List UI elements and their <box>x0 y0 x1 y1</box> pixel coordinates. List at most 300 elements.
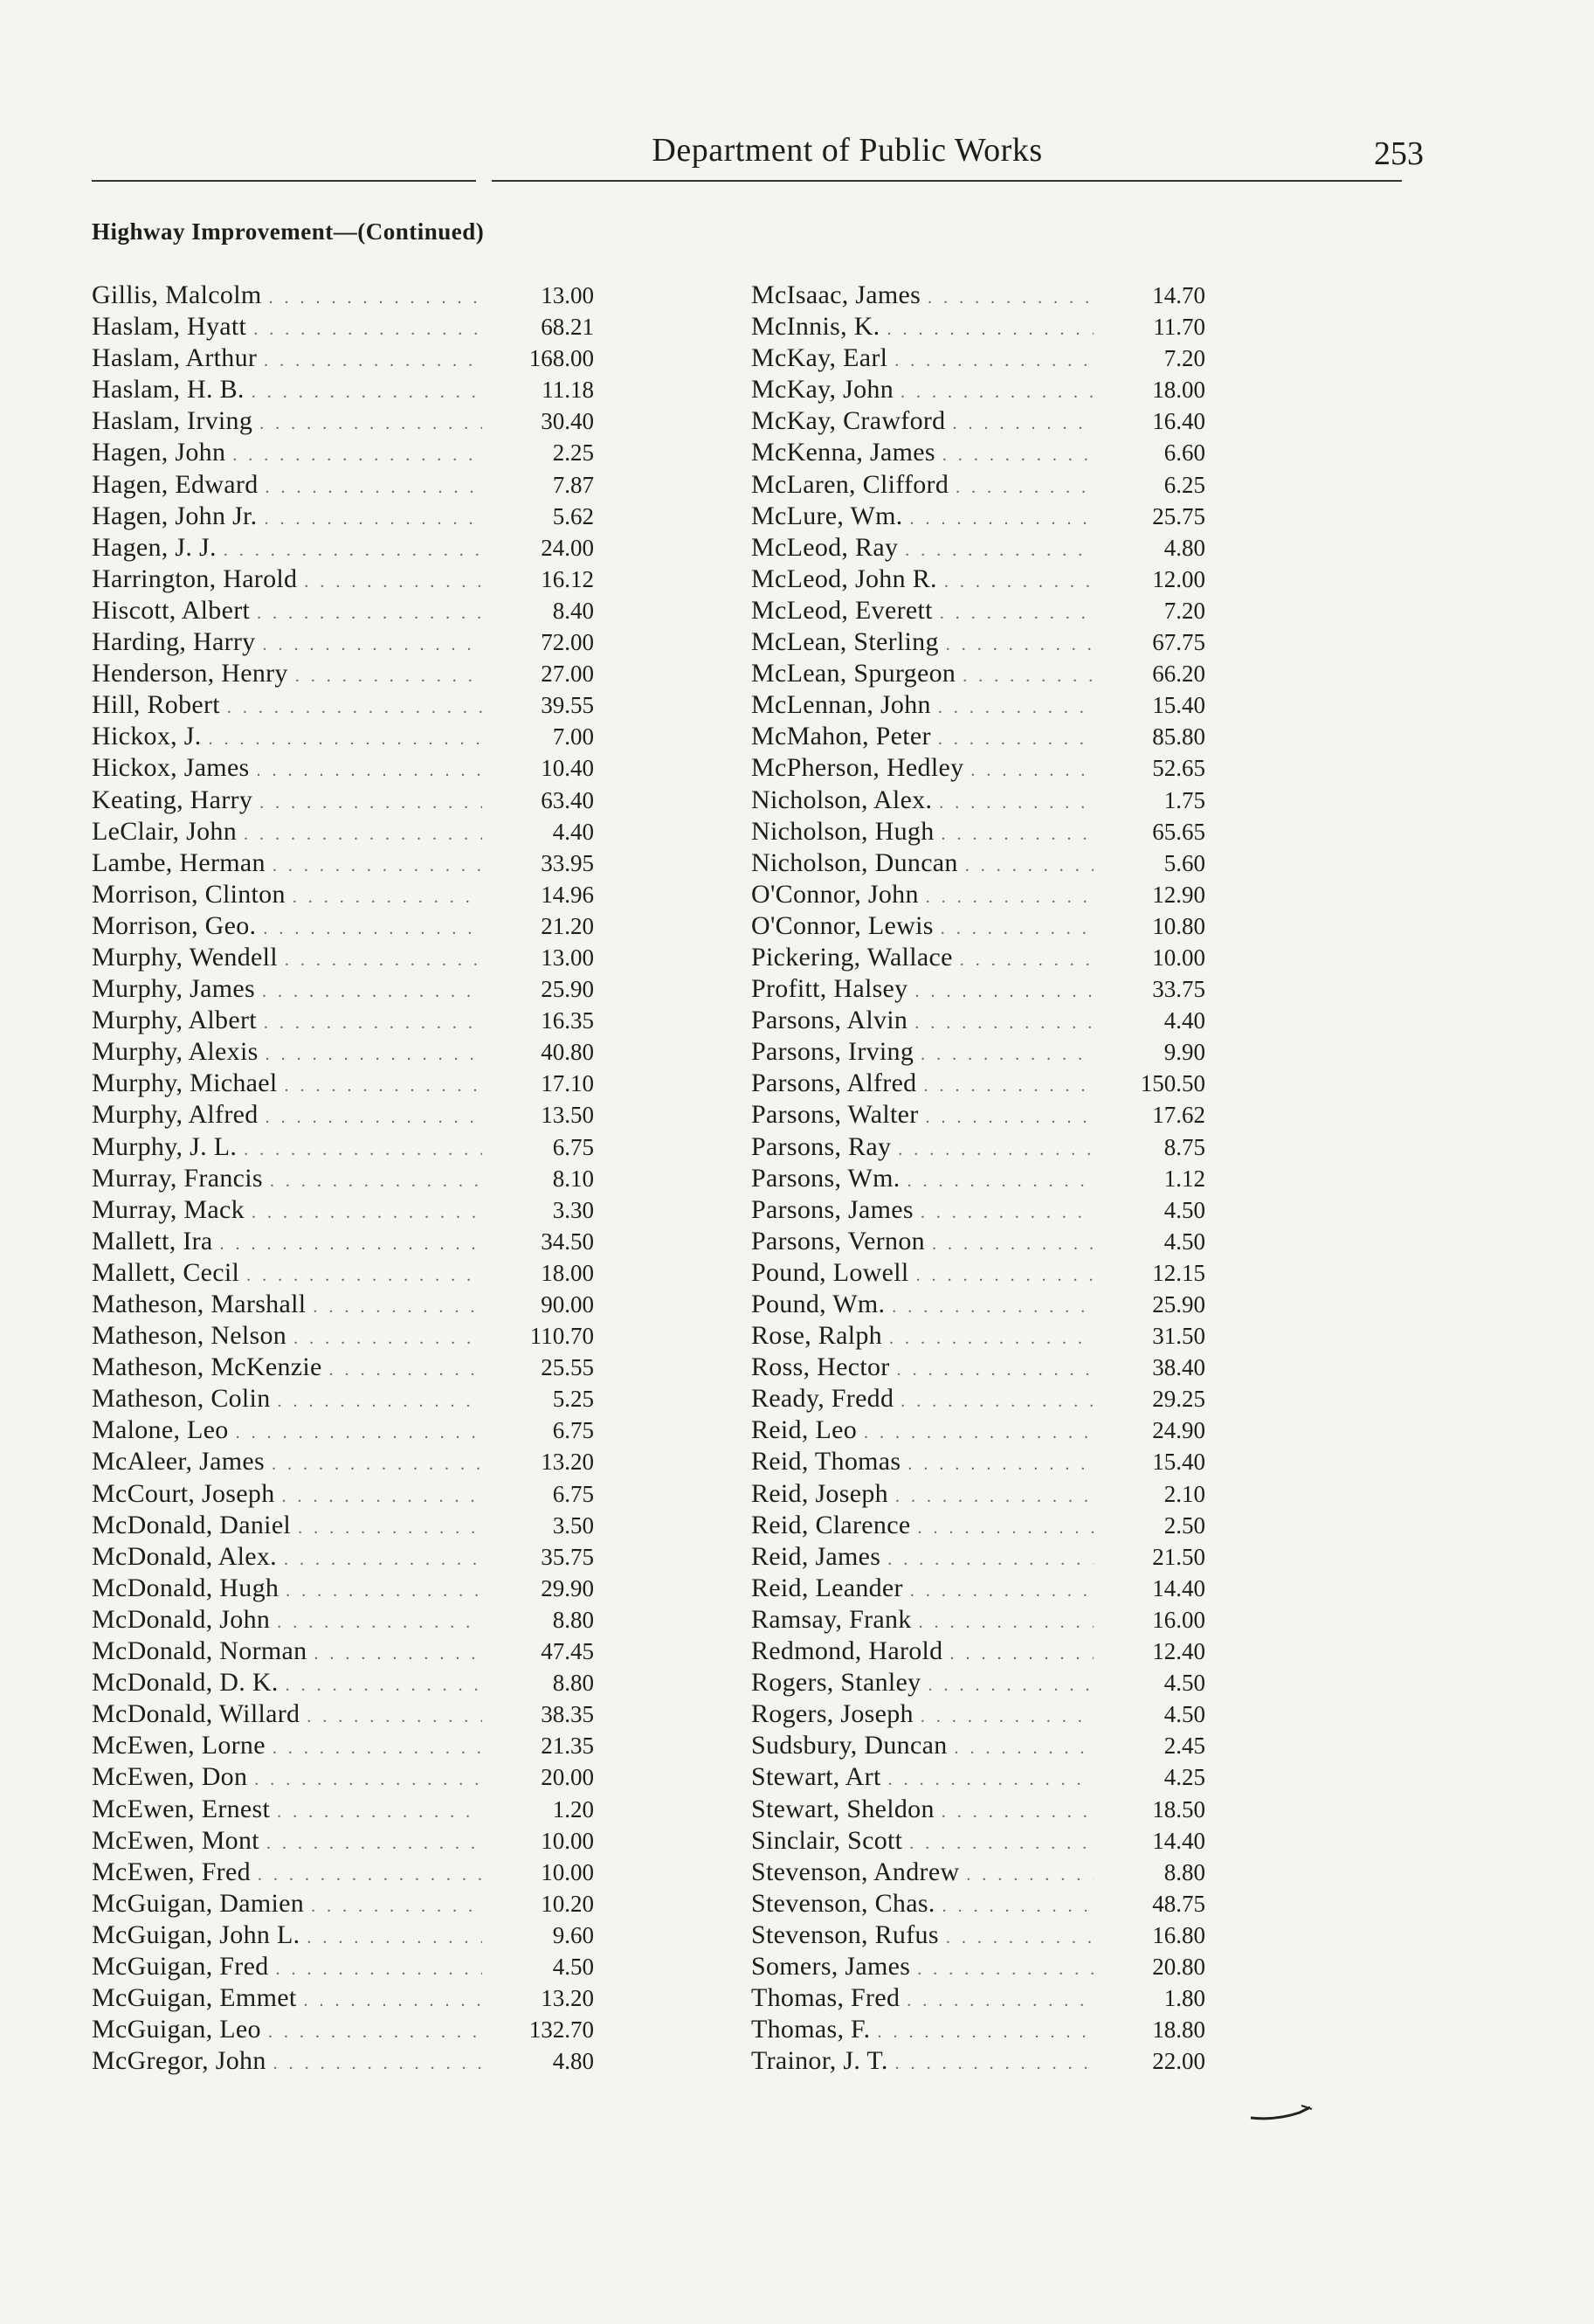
dot-leader <box>259 787 482 819</box>
list-item <box>751 532 1205 564</box>
payee-name: Rogers, Stanley <box>751 1668 921 1698</box>
dot-leader <box>269 282 483 314</box>
dot-leader <box>907 1985 1094 2016</box>
dot-leader <box>928 282 1094 314</box>
list-item <box>92 1541 594 1573</box>
dot-leader <box>282 1481 483 1512</box>
dot-leader <box>285 1070 482 1102</box>
list-item <box>751 1667 1205 1698</box>
payee-name: McInnis, K. <box>751 312 880 342</box>
payee-name: Reid, James <box>751 1541 881 1571</box>
list-item <box>92 532 594 564</box>
dot-leader <box>963 661 1094 692</box>
dot-leader <box>304 566 482 598</box>
dot-leader <box>938 692 1094 723</box>
list-item <box>751 1163 1205 1194</box>
payment-amount: 16.00 <box>1152 1606 1205 1633</box>
dot-leader <box>966 1859 1094 1891</box>
payment-amount: 8.80 <box>552 1670 594 1697</box>
payee-name: Matheson, McKenzie <box>92 1352 322 1382</box>
dot-leader <box>263 913 482 944</box>
list-item <box>92 1414 594 1446</box>
payee-name: McPherson, Hedley <box>751 753 964 783</box>
dot-leader <box>264 503 482 535</box>
list-item <box>92 1919 594 1951</box>
list-item <box>92 1667 594 1698</box>
dot-leader <box>941 913 1094 944</box>
payment-amount: 6.75 <box>552 1417 594 1444</box>
payee-name: Parsons, Alfred <box>751 1069 917 1098</box>
list-item <box>92 816 594 847</box>
list-item <box>751 501 1205 532</box>
payment-amount: 6.60 <box>1163 439 1205 467</box>
payment-amount: 11.18 <box>542 377 594 404</box>
payment-amount: 10.00 <box>1152 944 1205 971</box>
list-item <box>751 910 1205 942</box>
dot-leader <box>923 1070 1094 1102</box>
list-item <box>751 2014 1205 2045</box>
payment-amount: 24.90 <box>1152 1417 1205 1444</box>
payee-name: Hickox, J. <box>92 722 202 751</box>
payment-amount: 21.50 <box>1152 1543 1205 1570</box>
dot-leader <box>298 1512 482 1544</box>
dot-leader <box>262 976 482 1007</box>
payment-amount: 14.40 <box>1152 1827 1205 1854</box>
payment-amount: 8.75 <box>1163 1133 1205 1160</box>
payment-amount: 5.25 <box>552 1386 594 1413</box>
list-item <box>92 1698 594 1730</box>
payee-name: Somers, James <box>751 1951 911 1981</box>
payment-amount: 2.50 <box>1163 1511 1205 1539</box>
payment-amount: 2.10 <box>1163 1480 1205 1507</box>
payment-amount: 2.25 <box>552 439 594 467</box>
header-rule-right <box>492 180 1402 182</box>
dot-leader <box>901 1386 1094 1417</box>
dot-leader <box>252 1197 482 1228</box>
payee-name: Murphy, Alexis <box>92 1037 259 1067</box>
list-item <box>751 2045 1205 2077</box>
payee-name: McGuigan, John L. <box>92 1919 300 1949</box>
list-item <box>92 1573 594 1604</box>
payee-name: LeClair, John <box>92 816 237 846</box>
payment-amount: 8.40 <box>552 597 594 624</box>
dot-leader <box>940 598 1094 629</box>
payment-amount: 5.60 <box>1163 849 1205 876</box>
dot-leader <box>907 1449 1094 1480</box>
list-item <box>92 374 594 405</box>
payee-name: Morrison, Geo. <box>92 910 257 940</box>
payee-name: McEwen, Fred <box>92 1857 251 1886</box>
dot-leader <box>897 1354 1094 1386</box>
payee-name: Rose, Ralph <box>751 1321 882 1351</box>
dot-leader <box>264 345 482 377</box>
payment-amount: 13.50 <box>541 1102 594 1129</box>
payment-amount: 10.40 <box>541 755 594 782</box>
dot-leader <box>314 1638 482 1670</box>
dot-leader <box>916 1260 1094 1291</box>
payment-amount: 66.20 <box>1152 661 1205 688</box>
header-rule-left <box>92 180 476 182</box>
payment-amount: 67.75 <box>1152 629 1205 656</box>
dot-leader <box>946 1922 1094 1954</box>
payee-name: Hagen, John Jr. <box>92 501 258 530</box>
dot-leader <box>286 1670 482 1701</box>
payee-name: Murphy, James <box>92 974 255 1004</box>
payment-amount: 39.55 <box>541 692 594 719</box>
dot-leader <box>895 2048 1094 2079</box>
list-item <box>92 1510 594 1541</box>
list-item <box>92 1257 594 1289</box>
list-item <box>751 1320 1205 1352</box>
list-item <box>751 1698 1205 1730</box>
payment-amount: 14.96 <box>541 881 594 908</box>
payee-name: O'Connor, John <box>751 879 919 909</box>
payee-name: McGuigan, Fred <box>92 1951 269 1981</box>
dot-leader <box>895 1481 1094 1512</box>
payment-amount: 168.00 <box>528 345 594 372</box>
payment-amount: 31.50 <box>1152 1323 1205 1350</box>
dot-leader <box>313 1291 482 1323</box>
payment-amount: 7.00 <box>552 723 594 750</box>
list-item <box>751 721 1205 752</box>
list-item <box>751 1982 1205 2014</box>
dot-leader <box>286 1575 482 1607</box>
payment-amount: 40.80 <box>541 1039 594 1066</box>
payee-name: Hagen, J. J. <box>92 532 217 562</box>
payee-name: Rogers, Joseph <box>751 1699 914 1729</box>
payment-amount: 3.50 <box>552 1511 594 1539</box>
payee-name: Thomas, F. <box>751 2015 871 2044</box>
payee-name: McKenna, James <box>751 438 935 467</box>
right-column <box>751 280 1258 2077</box>
payment-amount: 16.80 <box>1152 1921 1205 1948</box>
payment-amount: 34.50 <box>541 1228 594 1255</box>
payment-amount: 22.00 <box>1152 2048 1205 2075</box>
payee-name: Matheson, Marshall <box>92 1290 307 1318</box>
dot-leader <box>910 503 1094 535</box>
payee-name: McLean, Spurgeon <box>751 659 956 688</box>
payee-name: Sinclair, Scott <box>751 1825 903 1855</box>
payee-name: McCourt, Joseph <box>92 1478 275 1508</box>
list-item <box>751 1730 1205 1761</box>
list-item <box>751 1919 1205 1951</box>
payee-name: McLennan, John <box>751 690 931 720</box>
list-item <box>92 1383 594 1414</box>
payment-amount: 20.00 <box>541 1764 594 1791</box>
list-item <box>92 1478 594 1510</box>
list-item <box>751 1257 1205 1289</box>
payment-amount: 4.40 <box>552 818 594 845</box>
payee-name: Redmond, Harold <box>751 1636 943 1666</box>
payment-amount: 15.40 <box>1152 1449 1205 1476</box>
list-item <box>92 1794 594 1825</box>
dot-leader <box>938 723 1094 755</box>
payment-amount: 1.12 <box>1163 1165 1205 1192</box>
list-item <box>751 1446 1205 1477</box>
payment-amount: 4.50 <box>552 1953 594 1980</box>
payee-name: Pound, Lowell <box>751 1257 909 1287</box>
payee-name: Murray, Francis <box>92 1163 263 1193</box>
list-item <box>751 973 1205 1005</box>
dot-leader <box>252 377 482 408</box>
list-item <box>751 847 1205 879</box>
dot-leader <box>232 439 482 471</box>
payment-amount: 13.20 <box>541 1449 594 1476</box>
list-item <box>92 1730 594 1761</box>
payee-name: McLeod, Ray <box>751 532 899 562</box>
dot-leader <box>956 472 1094 503</box>
left-column <box>92 280 598 2077</box>
payment-amount: 85.80 <box>1152 723 1205 750</box>
dot-leader <box>244 1134 482 1165</box>
dot-leader <box>257 755 482 786</box>
payee-name: McGuigan, Damien <box>92 1888 305 1918</box>
list-item <box>751 1099 1205 1131</box>
payment-amount: 65.65 <box>1152 818 1205 845</box>
payment-amount: 38.40 <box>1152 1354 1205 1381</box>
dot-leader <box>278 1386 483 1417</box>
dot-leader <box>921 1197 1094 1228</box>
dot-leader <box>864 1417 1094 1449</box>
list-item <box>92 2045 594 2077</box>
payment-amount: 1.75 <box>1163 786 1205 813</box>
dot-leader <box>311 1891 482 1922</box>
list-item <box>92 1761 594 1793</box>
list-item <box>751 1194 1205 1226</box>
payee-name: Profitt, Halsey <box>751 974 908 1004</box>
list-item <box>751 1478 1205 1510</box>
payee-name: Reid, Thomas <box>751 1447 901 1477</box>
payment-amount: 4.50 <box>1163 1701 1205 1728</box>
payment-amount: 7.87 <box>552 471 594 498</box>
list-item <box>751 374 1205 405</box>
payee-name: McLure, Wm. <box>751 501 903 530</box>
payee-name: Hill, Robert <box>92 690 220 720</box>
list-item <box>92 1005 594 1036</box>
payment-amount: 5.62 <box>552 502 594 529</box>
dot-leader <box>262 629 482 661</box>
dot-leader <box>244 819 482 850</box>
payee-name: Murphy, Wendell <box>92 942 278 972</box>
dot-leader <box>889 1323 1094 1354</box>
list-item <box>751 689 1205 721</box>
dot-leader <box>942 819 1094 850</box>
dot-leader <box>246 1260 482 1291</box>
dot-leader <box>932 1228 1094 1260</box>
list-item <box>92 1352 594 1383</box>
payment-amount: 52.65 <box>1152 755 1205 782</box>
list-item <box>751 1383 1205 1414</box>
dot-leader <box>266 1102 482 1133</box>
payee-name: Hagen, Edward <box>92 469 259 499</box>
payment-amount: 48.75 <box>1152 1890 1205 1917</box>
list-item <box>751 1888 1205 1919</box>
payment-amount: 90.00 <box>541 1291 594 1318</box>
list-item <box>92 847 594 879</box>
payment-amount: 21.35 <box>541 1733 594 1760</box>
payee-name: McEwen, Mont <box>92 1825 259 1855</box>
payment-amount: 9.90 <box>1163 1039 1205 1066</box>
payee-name: Murray, Mack <box>92 1194 245 1224</box>
payee-name: Mallett, Cecil <box>92 1257 240 1287</box>
dot-leader <box>942 1796 1094 1828</box>
dot-leader <box>264 1007 482 1039</box>
list-item <box>751 1226 1205 1257</box>
payee-name: Stewart, Sheldon <box>751 1794 935 1823</box>
list-item <box>92 1320 594 1352</box>
dot-leader <box>266 1828 482 1859</box>
dot-leader <box>277 1607 482 1638</box>
list-item <box>92 564 594 595</box>
dot-leader <box>329 1354 482 1386</box>
list-item <box>751 1005 1205 1036</box>
payment-amount: 47.45 <box>541 1638 594 1665</box>
list-item <box>751 1414 1205 1446</box>
payment-amount: 33.75 <box>1152 976 1205 1003</box>
payment-amount: 20.80 <box>1152 1953 1205 1980</box>
payee-name: Gillis, Malcolm <box>92 280 262 309</box>
list-item <box>751 1068 1205 1099</box>
payment-amount: 10.00 <box>541 1827 594 1854</box>
dot-leader <box>955 1733 1094 1764</box>
payee-name: McIsaac, James <box>751 280 921 309</box>
payment-amount: 72.00 <box>541 629 594 656</box>
list-item <box>92 1226 594 1257</box>
payment-amount: 10.00 <box>541 1858 594 1885</box>
list-item <box>92 437 594 468</box>
dot-leader <box>965 850 1094 882</box>
list-item <box>92 973 594 1005</box>
list-item <box>92 1131 594 1163</box>
payment-amount: 12.90 <box>1152 881 1205 908</box>
list-item <box>751 1951 1205 1982</box>
payment-amount: 16.40 <box>1152 408 1205 435</box>
list-item <box>751 564 1205 595</box>
payee-name: Parsons, Ray <box>751 1131 892 1161</box>
payee-name: McDonald, D. K. <box>92 1668 279 1698</box>
payee-name: McLeod, Everett <box>751 595 933 625</box>
dot-leader <box>266 1039 482 1070</box>
payee-name: Reid, Joseph <box>751 1478 888 1508</box>
payment-amount: 12.15 <box>1152 1259 1205 1286</box>
dot-leader <box>928 1670 1094 1701</box>
list-item <box>92 1289 594 1320</box>
payment-amount: 13.00 <box>541 282 594 308</box>
payment-amount: 7.20 <box>1163 345 1205 372</box>
payee-name: Reid, Leander <box>751 1573 903 1602</box>
payee-name: Nicholson, Hugh <box>751 816 935 846</box>
dot-leader <box>901 377 1094 408</box>
list-item <box>92 626 594 658</box>
payment-amount: 8.80 <box>1163 1858 1205 1885</box>
payee-name: Sudsbury, Duncan <box>751 1731 948 1760</box>
payment-amount: 24.00 <box>541 534 594 561</box>
dot-leader <box>307 1922 482 1954</box>
list-item <box>751 879 1205 910</box>
payment-amount: 8.10 <box>552 1165 594 1192</box>
dot-leader <box>295 661 482 692</box>
dot-leader <box>273 2048 482 2079</box>
dot-leader <box>293 882 482 913</box>
dot-leader <box>266 472 483 503</box>
list-item <box>751 405 1205 437</box>
payee-name: Hagen, John <box>92 438 226 467</box>
dot-leader <box>898 1134 1094 1165</box>
dot-leader <box>877 2016 1094 2048</box>
dot-leader <box>276 1954 483 1985</box>
payee-name: McDonald, Daniel <box>92 1510 292 1539</box>
payee-name: Murphy, Albert <box>92 1006 257 1035</box>
ink-mark <box>1249 2097 1315 2123</box>
payment-amount: 25.55 <box>541 1354 594 1381</box>
payee-name: Nicholson, Alex. <box>751 785 933 814</box>
payment-amount: 4.80 <box>1163 534 1205 561</box>
list-item <box>92 689 594 721</box>
list-item <box>751 1761 1205 1793</box>
payment-amount: 8.80 <box>552 1606 594 1633</box>
list-item <box>92 1446 594 1477</box>
list-item <box>92 1825 594 1857</box>
list-item <box>92 1194 594 1226</box>
list-item <box>92 469 594 501</box>
payee-name: Stevenson, Chas. <box>751 1888 935 1918</box>
list-item <box>751 1131 1205 1163</box>
payee-name: McLaren, Clifford <box>751 469 949 499</box>
payment-amount: 1.80 <box>1163 1985 1205 2012</box>
payment-amount: 63.40 <box>541 786 594 813</box>
dot-leader <box>952 408 1094 439</box>
payment-amount: 1.20 <box>552 1795 594 1823</box>
list-item <box>751 595 1205 626</box>
payee-name: McKay, John <box>751 375 894 405</box>
list-item <box>751 626 1205 658</box>
payee-name: Stewart, Art <box>751 1762 881 1792</box>
dot-leader <box>224 535 482 566</box>
payee-name: McDonald, Norman <box>92 1636 307 1666</box>
dot-leader <box>892 1291 1094 1323</box>
payment-amount: 16.35 <box>541 1007 594 1034</box>
payment-amount: 12.00 <box>1152 565 1205 592</box>
list-item <box>751 1636 1205 1667</box>
payee-name: Haslam, Hyatt <box>92 312 247 342</box>
payee-name: Hickox, James <box>92 753 250 783</box>
payment-amount: 16.12 <box>541 565 594 592</box>
payee-name: Matheson, Nelson <box>92 1321 287 1351</box>
dot-leader <box>303 1985 482 2016</box>
payment-amount: 14.70 <box>1152 282 1205 308</box>
payee-name: Haslam, Irving <box>92 406 253 436</box>
list-item <box>751 342 1205 374</box>
payee-name: McEwen, Don <box>92 1762 248 1792</box>
section-heading: Highway Improvement—(Continued) <box>92 218 485 245</box>
payee-name: McGregor, John <box>92 2046 266 2076</box>
payment-amount: 13.00 <box>541 944 594 971</box>
payee-name: McMahon, Peter <box>751 722 931 751</box>
payment-amount: 38.35 <box>541 1701 594 1728</box>
payee-name: Murphy, J. L. <box>92 1131 238 1161</box>
dot-leader <box>939 787 1094 819</box>
payee-name: McGuigan, Leo <box>92 2015 261 2044</box>
payment-amount: 29.90 <box>541 1574 594 1601</box>
payment-amount: 132.70 <box>528 2016 594 2044</box>
payee-name: Keating, Harry <box>92 785 253 814</box>
dot-leader <box>209 723 483 755</box>
payment-amount: 21.20 <box>541 912 594 939</box>
dot-leader <box>917 1512 1094 1544</box>
dot-leader <box>887 1544 1094 1575</box>
payment-amount: 17.10 <box>541 1070 594 1097</box>
dot-leader <box>946 629 1094 661</box>
